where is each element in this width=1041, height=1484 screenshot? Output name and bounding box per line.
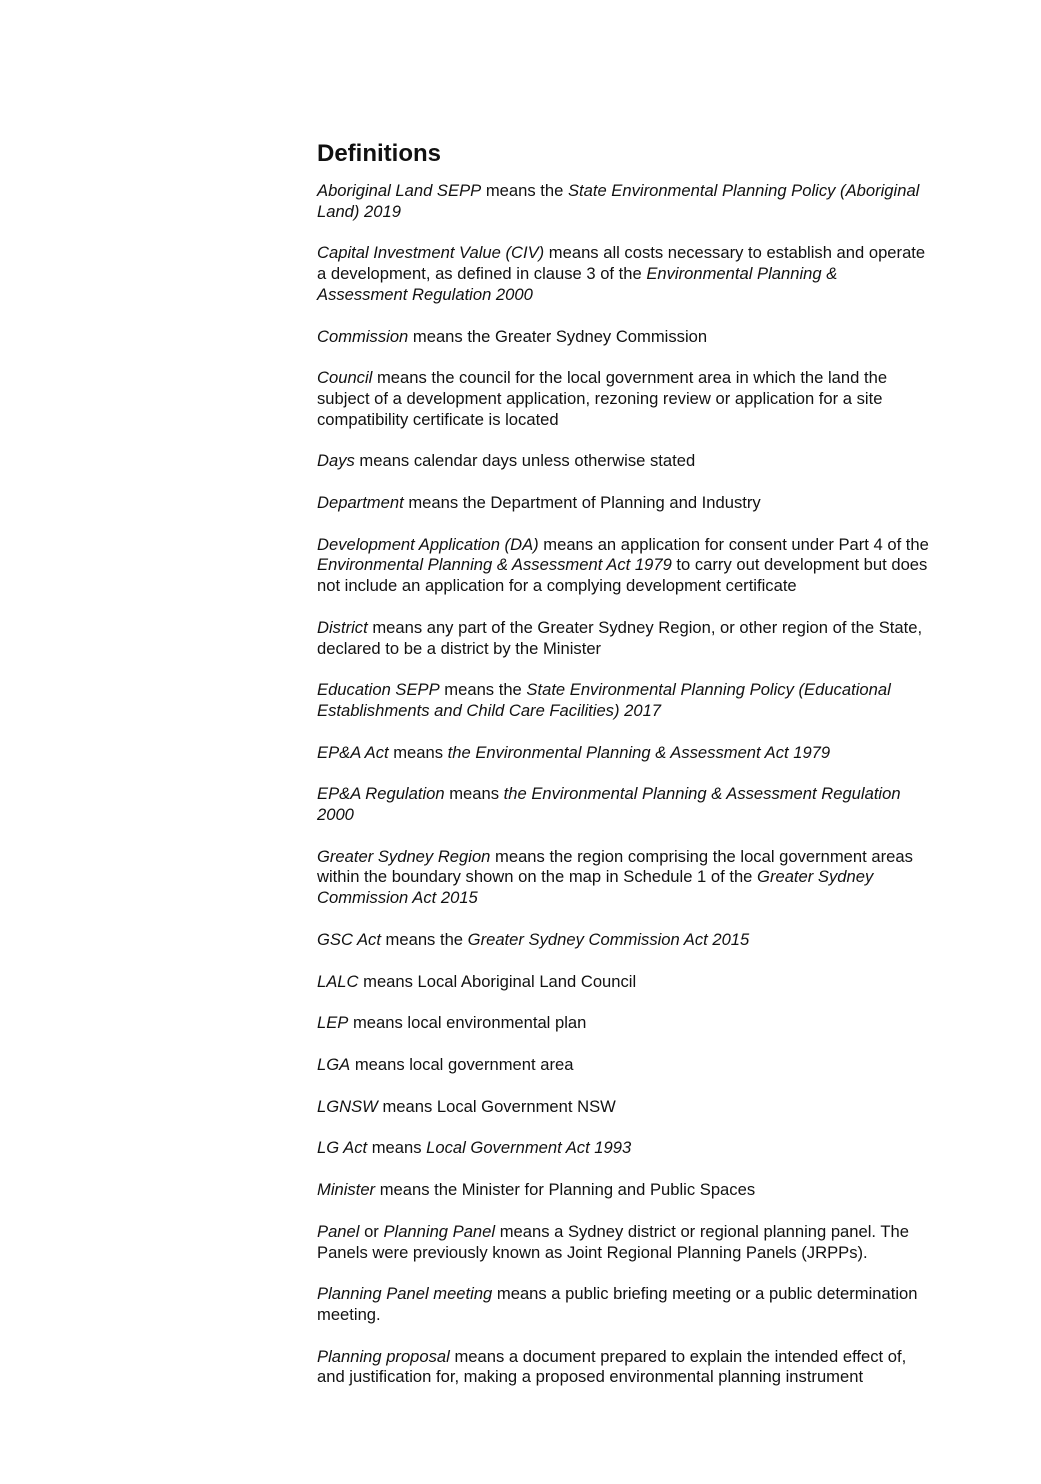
definition-term: Aboriginal Land SEPP <box>317 181 482 200</box>
definition-item <box>317 1180 931 1201</box>
definition-term: Planning Panel meeting <box>317 1284 493 1304</box>
definition-text: means Local Aboriginal Land Council <box>358 971 637 991</box>
definition-term: Education SEPP <box>317 680 440 700</box>
definition-term: LEP <box>317 1013 349 1033</box>
definition-term: Council <box>317 368 373 388</box>
definition-term: EP&A Act <box>317 742 389 762</box>
page-title: Definitions <box>317 140 441 167</box>
definition-item <box>317 680 931 721</box>
definition-item <box>317 1284 931 1325</box>
definitions-list <box>317 181 931 1388</box>
definition-text: means a Sydney district or regional planning panel. The Panels were previously known as Joint Regional Planning Panels (JRPPs). <box>317 1221 909 1262</box>
definition-term: Planning proposal <box>317 1346 450 1366</box>
definition-text: means all costs necessary to establish and operate a development, as defined in clause 3 of the <box>317 243 926 284</box>
definition-term: EP&A Regulation <box>317 784 445 804</box>
definition-italic-text: Planning Panel <box>383 1221 496 1241</box>
definition-item <box>317 847 931 909</box>
definition-italic-text: State Environmental Planning Policy (Aboriginal Land) 2019 <box>317 181 920 221</box>
definition-item <box>317 784 931 825</box>
definition-text: means the council for the local government area in which the land the subject of a development application, rezoning review or application for a site compatibility certificate is located <box>317 368 888 429</box>
definition-item <box>317 1013 931 1034</box>
definition-text: means the Greater Sydney Commission <box>408 326 708 346</box>
definition-term: Greater Sydney Region <box>317 846 491 866</box>
definition-item <box>317 972 931 993</box>
definition-italic-text: Local Government Act 1993 <box>426 1138 632 1158</box>
definition-term: Panel <box>317 1221 360 1241</box>
definition-term: District <box>317 617 368 637</box>
definition-text: means the region comprising the local government areas within the boundary shown on the map in Schedule 1 of the <box>317 846 913 887</box>
definition-term: Development Application (DA) <box>317 534 539 554</box>
definition-item <box>317 451 931 472</box>
definitions-section <box>317 139 931 1409</box>
definition-term: LG Act <box>317 1138 368 1158</box>
definition-item <box>317 1222 931 1263</box>
definition-text: means the <box>439 680 527 700</box>
definition-italic-text: Greater Sydney Commission Act 2015 <box>467 929 750 949</box>
definition-item <box>317 327 931 348</box>
definition-text: means <box>388 742 448 762</box>
definition-text: means any part of the Greater Sydney Region, or other region of the State, declared to be a district by the Minister <box>317 617 923 658</box>
definition-term: Minister <box>317 1180 376 1200</box>
definition-term: Days <box>317 451 355 471</box>
definition-italic-text: State Environmental Planning Policy (Educational Establishments and Child Care Facilities) 2017 <box>317 680 891 720</box>
definition-text: means <box>367 1138 427 1158</box>
definition-item <box>317 493 931 514</box>
definition-text: means the Department of Planning and Industry <box>403 493 761 513</box>
definition-text: to carry out development but does not include an application for a complying development certificate <box>317 555 928 596</box>
definition-term: GSC Act <box>317 929 381 949</box>
definition-term: LGA <box>317 1054 351 1074</box>
definition-italic-text: the Environmental Planning & Assessment Regulation 2000 <box>317 784 901 825</box>
definition-term: LGNSW <box>317 1096 378 1116</box>
definition-item <box>317 618 931 659</box>
definition-item <box>317 930 931 951</box>
definition-text: means the <box>481 181 568 200</box>
definition-text: means a document prepared to explain the intended effect of, and justification for, making a proposed environmental planning instrument <box>317 1346 907 1387</box>
definition-italic-text: Environmental Planning & Assessment Act 1979 <box>317 555 672 575</box>
definition-text: means the <box>380 929 468 949</box>
definition-italic-text: the Environmental Planning & Assessment Act 1979 <box>447 742 831 762</box>
definition-term: LALC <box>317 971 359 991</box>
definition-item <box>317 1055 931 1076</box>
definition-text: means local environmental plan <box>348 1013 587 1033</box>
definition-text: means an application for consent under Part 4 of the <box>538 534 929 554</box>
definition-item <box>317 181 931 222</box>
definition-text: means Local Government NSW <box>377 1096 616 1116</box>
definition-text: means the Minister for Planning and Public Spaces <box>375 1180 756 1200</box>
definition-text: means a public briefing meeting or a public determination meeting. <box>317 1284 918 1324</box>
definition-term: Capital Investment Value (CIV) <box>317 243 545 263</box>
definition-text: means calendar days unless otherwise stated <box>354 451 696 471</box>
definition-item <box>317 368 931 430</box>
definition-item <box>317 1097 931 1118</box>
definition-text: means local government area <box>350 1054 574 1074</box>
definition-item <box>317 243 931 305</box>
definition-term: Department <box>317 493 404 513</box>
definition-text: or <box>359 1221 384 1241</box>
definition-item <box>317 1347 931 1388</box>
definition-item <box>317 535 931 597</box>
definition-text: means <box>444 784 504 804</box>
definition-italic-text: Environmental Planning & Assessment Regulation 2000 <box>317 264 838 304</box>
definition-term: Commission <box>317 326 409 346</box>
definition-item <box>317 1138 931 1159</box>
definition-item <box>317 743 931 764</box>
definition-italic-text: Greater Sydney Commission Act 2015 <box>317 867 874 908</box>
